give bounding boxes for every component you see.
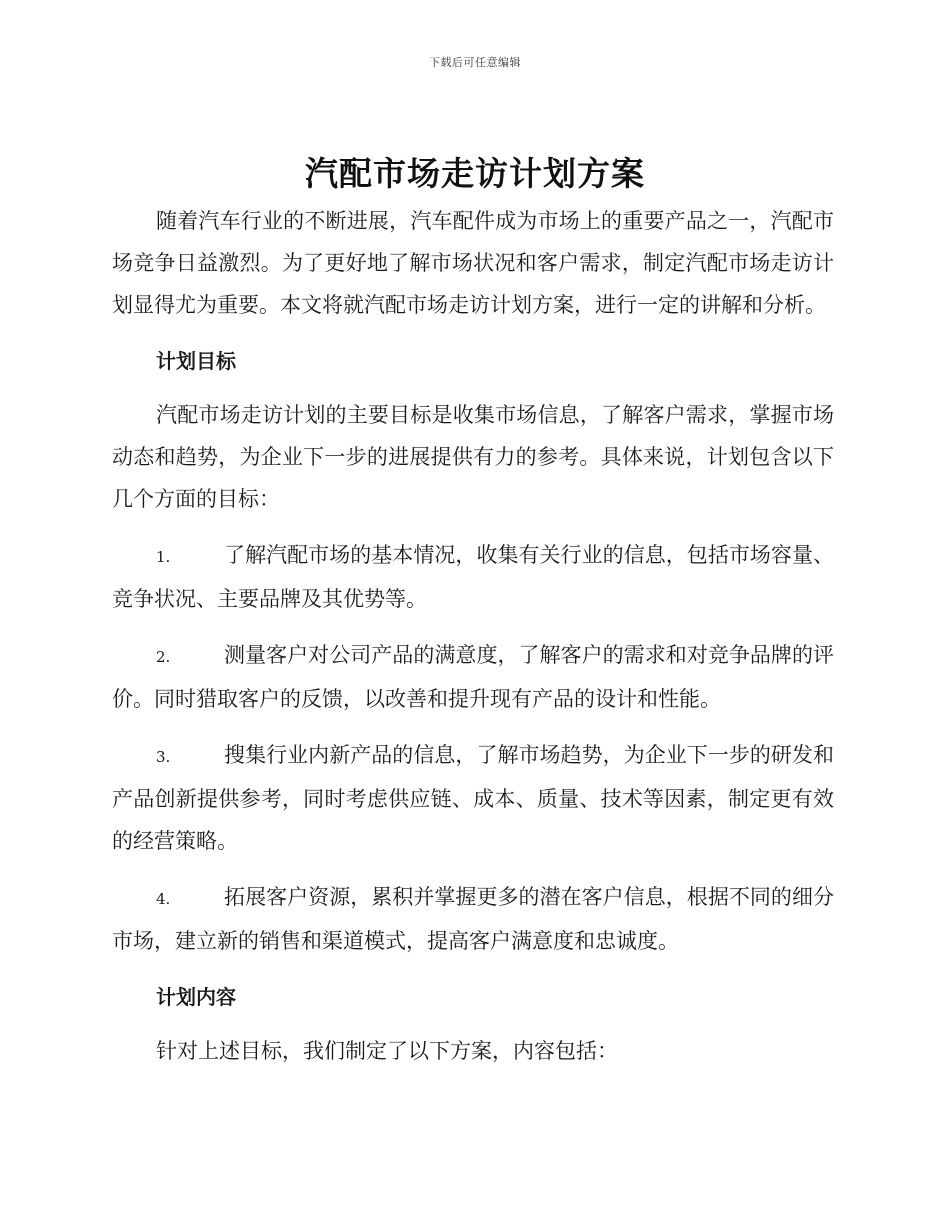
document-title: 汽配市场走访计划方案 (305, 154, 645, 193)
list-item-number: 2. (156, 648, 171, 666)
content-paragraph: 针对上述目标，我们制定了以下方案，内容包括： (156, 1039, 618, 1063)
list-item-text: 搜集行业内新产品的信息，了解市场趋势，为企业下一步的研发和产品创新提供参考，同时考虑供应链、成本、质量、技术等因素，制定更有效的经营策略。 (112, 743, 834, 853)
list-item (112, 876, 834, 962)
goals-paragraph: 汽配市场走访计划的主要目标是收集市场信息，了解客户需求，掌握市场动态和趋势，为企业下一步的进展提供有力的参考。具体来说，计划包含以下几个方面的目标： (112, 403, 834, 511)
section-heading-content: 计划内容 (156, 985, 236, 1009)
list-item-text: 测量客户对公司产品的满意度，了解客户的需求和对竞争品牌的评价。同时猎取客户的反馈，以改善和提升现有产品的设计和性能。 (112, 643, 834, 711)
list-item-number: 4. (156, 890, 171, 908)
list-item-number: 1. (156, 548, 171, 566)
list-item-text: 了解汽配市场的基本情况，收集有关行业的信息，包括市场容量、竞争状况、主要品牌及其优势等。 (112, 543, 834, 611)
list-item (112, 634, 834, 720)
intro-paragraph: 随着汽车行业的不断进展，汽车配件成为市场上的重要产品之一，汽配市场竞争日益激烈。为了更好地了解市场状况和客户需求，制定汽配市场走访计划显得尤为重要。本文将就汽配市场走访计划方案，进行一定的讲解和分析。 (112, 209, 834, 317)
section-heading-goals: 计划目标 (156, 349, 236, 373)
document-body (112, 200, 834, 1072)
list-item-number: 3. (156, 748, 171, 766)
list-item (112, 534, 834, 620)
list-item (112, 734, 834, 862)
list-item-text: 拓展客户资源，累积并掌握更多的潜在客户信息，根据不同的细分市场，建立新的销售和渠道模式，提高客户满意度和忠诚度。 (112, 885, 834, 953)
header-note: 下载后可任意编辑 (429, 56, 521, 69)
